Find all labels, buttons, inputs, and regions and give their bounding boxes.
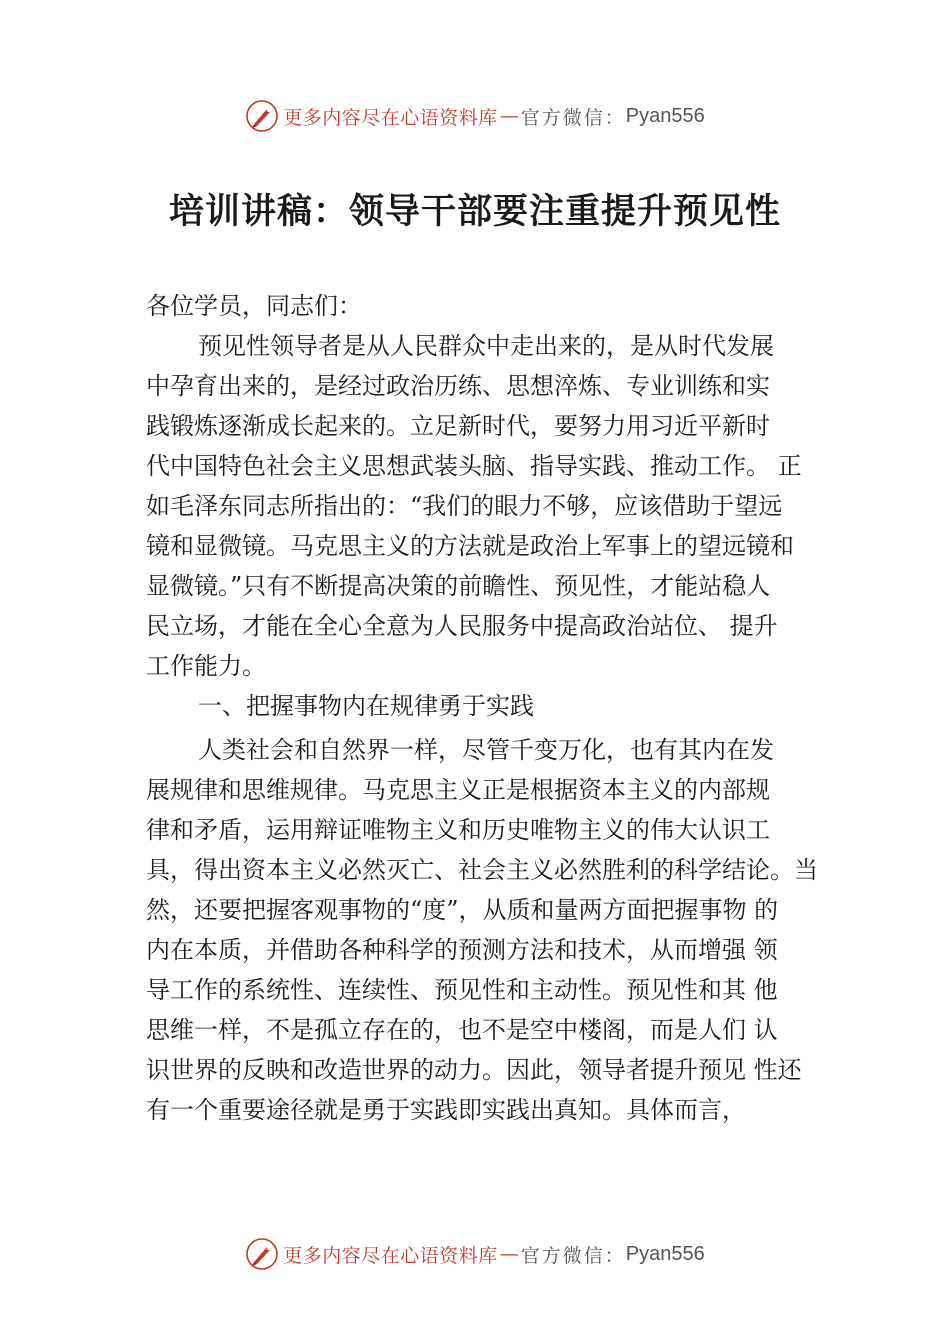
watermark-main-text: 更多内容尽在心语资料库 <box>283 106 498 129</box>
paragraph-line: 然，还要把握客观事物的“度”，从质和量两方面把握事物 的 <box>146 896 779 924</box>
paragraph-line: 预见性领导者是从人民群众中走出来的，是从时代发展 <box>198 332 774 360</box>
paragraph-line: 如毛泽东同志所指出的：“我们的眼力不够，应该借助于望远 <box>146 492 783 520</box>
paragraph-line: 内在本质，并借助各种科学的预测方法和技术，从而增强 领 <box>146 936 778 964</box>
salutation: 各位学员，同志们： <box>146 292 362 320</box>
paragraph-line: 有一个重要途径就是勇于实践即实践出真知。具体而言， <box>146 1096 746 1124</box>
paragraph-line: 工作能力。 <box>146 652 266 680</box>
watermark-header <box>0 96 950 136</box>
paragraph-line: 镜和显微镜。马克思主义的方法就是政治上军事上的望远镜和 <box>146 532 794 560</box>
paragraph-line: 展规律和思维规律。马克思主义正是根据资本主义的内部规 <box>146 776 770 804</box>
paragraph-line: 显微镜。”只有不断提高决策的前瞻性、预见性，才能站稳人 <box>146 572 771 600</box>
paragraph-line: 民立场，才能在全心全意为人民服务中提高政治站位、 提升 <box>146 612 778 640</box>
paragraph-line: 代中国特色社会主义思想武装头脑、指导实践、推动工作。 正 <box>146 452 802 480</box>
pen-nib-logo-icon <box>245 99 279 133</box>
paragraph-line: 律和矛盾，运用辩证唯物主义和历史唯物主义的伟大认识工 <box>146 816 770 844</box>
paragraph-line: 践锻炼逐渐成长起来的。立足新时代，要努力用习近平新时 <box>146 412 770 440</box>
watermark-main-text: 更多内容尽在心语资料库 <box>283 1244 498 1267</box>
paragraph-line: 导工作的系统性、连续性、预见性和主动性。预见性和其 他 <box>146 976 778 1004</box>
paragraph-line: 思维一样，不是孤立存在的，也不是空中楼阁，而是人们 认 <box>146 1016 778 1044</box>
watermark-label: 官方微信： <box>520 1244 626 1267</box>
watermark-id: Pyan556 <box>625 104 705 127</box>
section-heading: 一、把握事物内在规律勇于实践 <box>198 692 534 720</box>
document-body <box>146 286 836 1130</box>
watermark-footer <box>0 1234 950 1274</box>
paragraph-line: 中孕育出来的，是经过政治历练、思想淬炼、专业训练和实 <box>146 372 770 400</box>
watermark-dash: — <box>499 1243 519 1265</box>
paragraph-line: 识世界的反映和改造世界的动力。因此，领导者提升预见 性还 <box>146 1056 802 1084</box>
document-title: 培训讲稿：领导干部要注重提升预见性 <box>168 191 781 232</box>
paragraph-line: 人类社会和自然界一样，尽管千变万化，也有其内在发 <box>198 736 774 764</box>
watermark-label: 官方微信： <box>520 106 626 129</box>
watermark-dash: — <box>499 105 519 127</box>
pen-nib-logo-icon <box>245 1237 279 1271</box>
watermark-id: Pyan556 <box>625 1242 705 1265</box>
paragraph-line: 具，得出资本主义必然灭亡、社会主义必然胜利的科学结论。当 <box>146 856 818 884</box>
